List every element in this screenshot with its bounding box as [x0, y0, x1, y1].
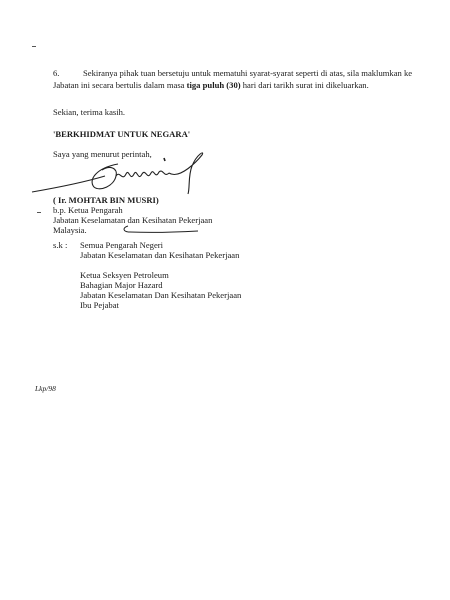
reference-code: Lkp/98	[35, 384, 56, 393]
cc-item: Jabatan Keselamatan dan Kesihatan Pekerjaan	[80, 250, 240, 260]
paragraph-line-2	[53, 80, 369, 91]
signatory-name: ( Ir. MOHTAR BIN MUSRI)	[53, 195, 159, 205]
cc-item: Ketua Seksyen Petroleum	[80, 270, 169, 280]
signatory-country: Malaysia.	[53, 225, 87, 235]
deadline-text: tiga puluh (30)	[186, 80, 241, 90]
paragraph-text: Jabatan ini secara bertulis dalam masa	[53, 80, 187, 90]
motto-text: 'BERKHIDMAT UNTUK NEGARA'	[53, 129, 191, 139]
closing-text: Sekian, terima kasih.	[53, 107, 126, 117]
cc-item: Bahagian Major Hazard	[80, 280, 163, 290]
cc-item: Ibu Pejabat	[80, 300, 119, 310]
cc-item: Jabatan Keselamatan Dan Kesihatan Pekerjaan	[80, 290, 242, 300]
paragraph-text: hari dari tarikh surat ini dikeluarkan.	[240, 80, 369, 90]
cc-item: Semua Pengarah Negeri	[80, 240, 164, 250]
signatory-on-behalf: b.p. Ketua Pengarah	[53, 205, 123, 215]
paragraph-line-1: Sekiranya pihak tuan bersetuju untuk mematuhi syarat-syarat seperti di atas, sila maklumkan ke	[83, 68, 413, 78]
instruction-text: Saya yang menurut perintah,	[53, 149, 152, 159]
paragraph-number: 6.	[53, 68, 60, 78]
cc-label: s.k :	[53, 240, 68, 250]
scan-mark	[32, 46, 36, 47]
signatory-department: Jabatan Keselamatan dan Kesihatan Pekerjaan	[53, 215, 213, 225]
